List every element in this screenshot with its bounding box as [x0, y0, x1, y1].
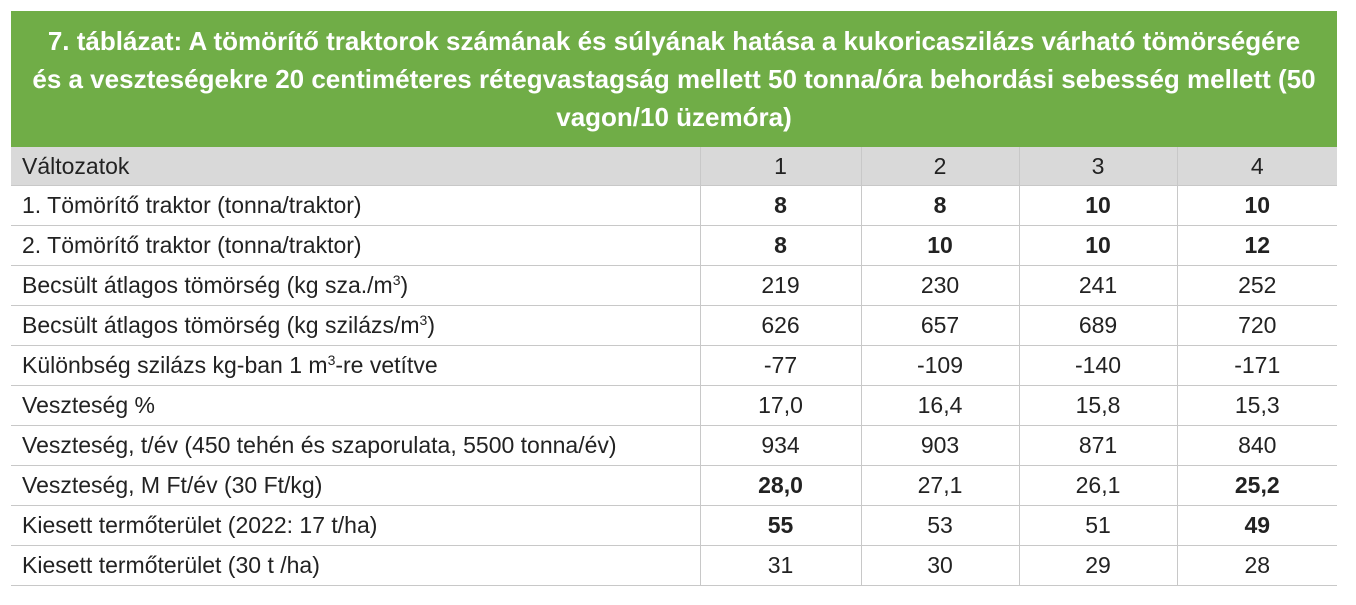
- row-label-superscript: 3: [327, 352, 336, 368]
- row-value-col-3: 26,1: [1019, 466, 1177, 506]
- row-label-text: Becsült átlagos tömörség (kg sza./m: [22, 272, 393, 298]
- row-value-col-3: 871: [1019, 426, 1177, 466]
- row-label-superscript: 3: [392, 272, 401, 288]
- row-label: [11, 346, 700, 386]
- header-label: Változatok: [11, 147, 700, 186]
- table-row: [11, 426, 1337, 466]
- row-label-suffix: ): [427, 312, 436, 338]
- table-header-row: [11, 147, 1337, 186]
- table-row: [11, 306, 1337, 346]
- table-row: [11, 346, 1337, 386]
- row-value-col-4: 840: [1177, 426, 1337, 466]
- table-title: [11, 11, 1337, 147]
- table-row: [11, 266, 1337, 306]
- row-label: [11, 386, 700, 426]
- row-value-col-2: 657: [861, 306, 1019, 346]
- table-row: [11, 506, 1337, 546]
- table-row: [11, 386, 1337, 426]
- row-value-col-3: 689: [1019, 306, 1177, 346]
- row-value-col-1: 8: [700, 186, 861, 226]
- row-value-col-4: 49: [1177, 506, 1337, 546]
- table-row: [11, 226, 1337, 266]
- row-label-text: Kiesett termőterület (2022: 17 t/ha): [22, 512, 378, 538]
- row-value-col-1: 28,0: [700, 466, 861, 506]
- row-label-text: Veszteség %: [22, 392, 155, 418]
- row-value-col-4: 252: [1177, 266, 1337, 306]
- row-label-text: Veszteség, t/év (450 tehén és szaporulata, 5500 tonna/év): [22, 432, 617, 458]
- row-value-col-3: 10: [1019, 186, 1177, 226]
- row-value-col-3: 51: [1019, 506, 1177, 546]
- row-value-col-2: -109: [861, 346, 1019, 386]
- row-value-col-1: 934: [700, 426, 861, 466]
- row-label: [11, 306, 700, 346]
- row-value-col-4: 12: [1177, 226, 1337, 266]
- row-label-text: Veszteség, M Ft/év (30 Ft/kg): [22, 472, 323, 498]
- row-value-col-2: 16,4: [861, 386, 1019, 426]
- row-value-col-1: 626: [700, 306, 861, 346]
- row-label: [11, 186, 700, 226]
- header-col-3: 3: [1019, 147, 1177, 186]
- row-label: [11, 426, 700, 466]
- table-row: [11, 186, 1337, 226]
- row-label: [11, 266, 700, 306]
- row-value-col-4: 720: [1177, 306, 1337, 346]
- row-value-col-3: -140: [1019, 346, 1177, 386]
- row-label-superscript: 3: [419, 312, 428, 328]
- row-value-col-1: 55: [700, 506, 861, 546]
- table-row: [11, 466, 1337, 506]
- table-title-text: 7. táblázat: A tömörítő traktorok számának és súlyának hatása a kukoricaszilázs várható tömörségére és a veszteségekre 20 centiméteres rétegvastagság mellett 50 tonna/óra behordási sebesség mellett (50 vagon/10 üzemóra): [32, 26, 1316, 132]
- row-value-col-4: 28: [1177, 546, 1337, 586]
- table-body: [11, 147, 1337, 586]
- row-value-col-1: 17,0: [700, 386, 861, 426]
- row-label-text: Különbség szilázs kg-ban 1 m: [22, 352, 328, 378]
- row-label-suffix: -re vetítve: [335, 352, 438, 378]
- row-value-col-4: 25,2: [1177, 466, 1337, 506]
- row-value-col-3: 241: [1019, 266, 1177, 306]
- data-table: [11, 11, 1337, 586]
- row-label-text: 2. Tömörítő traktor (tonna/traktor): [22, 232, 362, 258]
- row-label: [11, 546, 700, 586]
- table-row: [11, 546, 1337, 586]
- row-value-col-1: 31: [700, 546, 861, 586]
- row-value-col-1: -77: [700, 346, 861, 386]
- row-value-col-3: 15,8: [1019, 386, 1177, 426]
- row-value-col-1: 8: [700, 226, 861, 266]
- row-label-suffix: ): [400, 272, 409, 298]
- row-label: [11, 226, 700, 266]
- header-col-2: 2: [861, 147, 1019, 186]
- row-value-col-3: 29: [1019, 546, 1177, 586]
- row-value-col-2: 230: [861, 266, 1019, 306]
- row-label-text: Kiesett termőterület (30 t /ha): [22, 552, 320, 578]
- row-value-col-2: 10: [861, 226, 1019, 266]
- row-value-col-2: 903: [861, 426, 1019, 466]
- row-label-text: 1. Tömörítő traktor (tonna/traktor): [22, 192, 362, 218]
- row-value-col-2: 8: [861, 186, 1019, 226]
- row-value-col-2: 30: [861, 546, 1019, 586]
- row-value-col-4: -171: [1177, 346, 1337, 386]
- row-value-col-4: 10: [1177, 186, 1337, 226]
- row-label-text: Becsült átlagos tömörség (kg szilázs/m: [22, 312, 420, 338]
- row-label: [11, 466, 700, 506]
- row-value-col-1: 219: [700, 266, 861, 306]
- row-value-col-2: 27,1: [861, 466, 1019, 506]
- row-value-col-2: 53: [861, 506, 1019, 546]
- row-label: [11, 506, 700, 546]
- header-col-1: 1: [700, 147, 861, 186]
- row-value-col-4: 15,3: [1177, 386, 1337, 426]
- header-col-4: 4: [1177, 147, 1337, 186]
- row-value-col-3: 10: [1019, 226, 1177, 266]
